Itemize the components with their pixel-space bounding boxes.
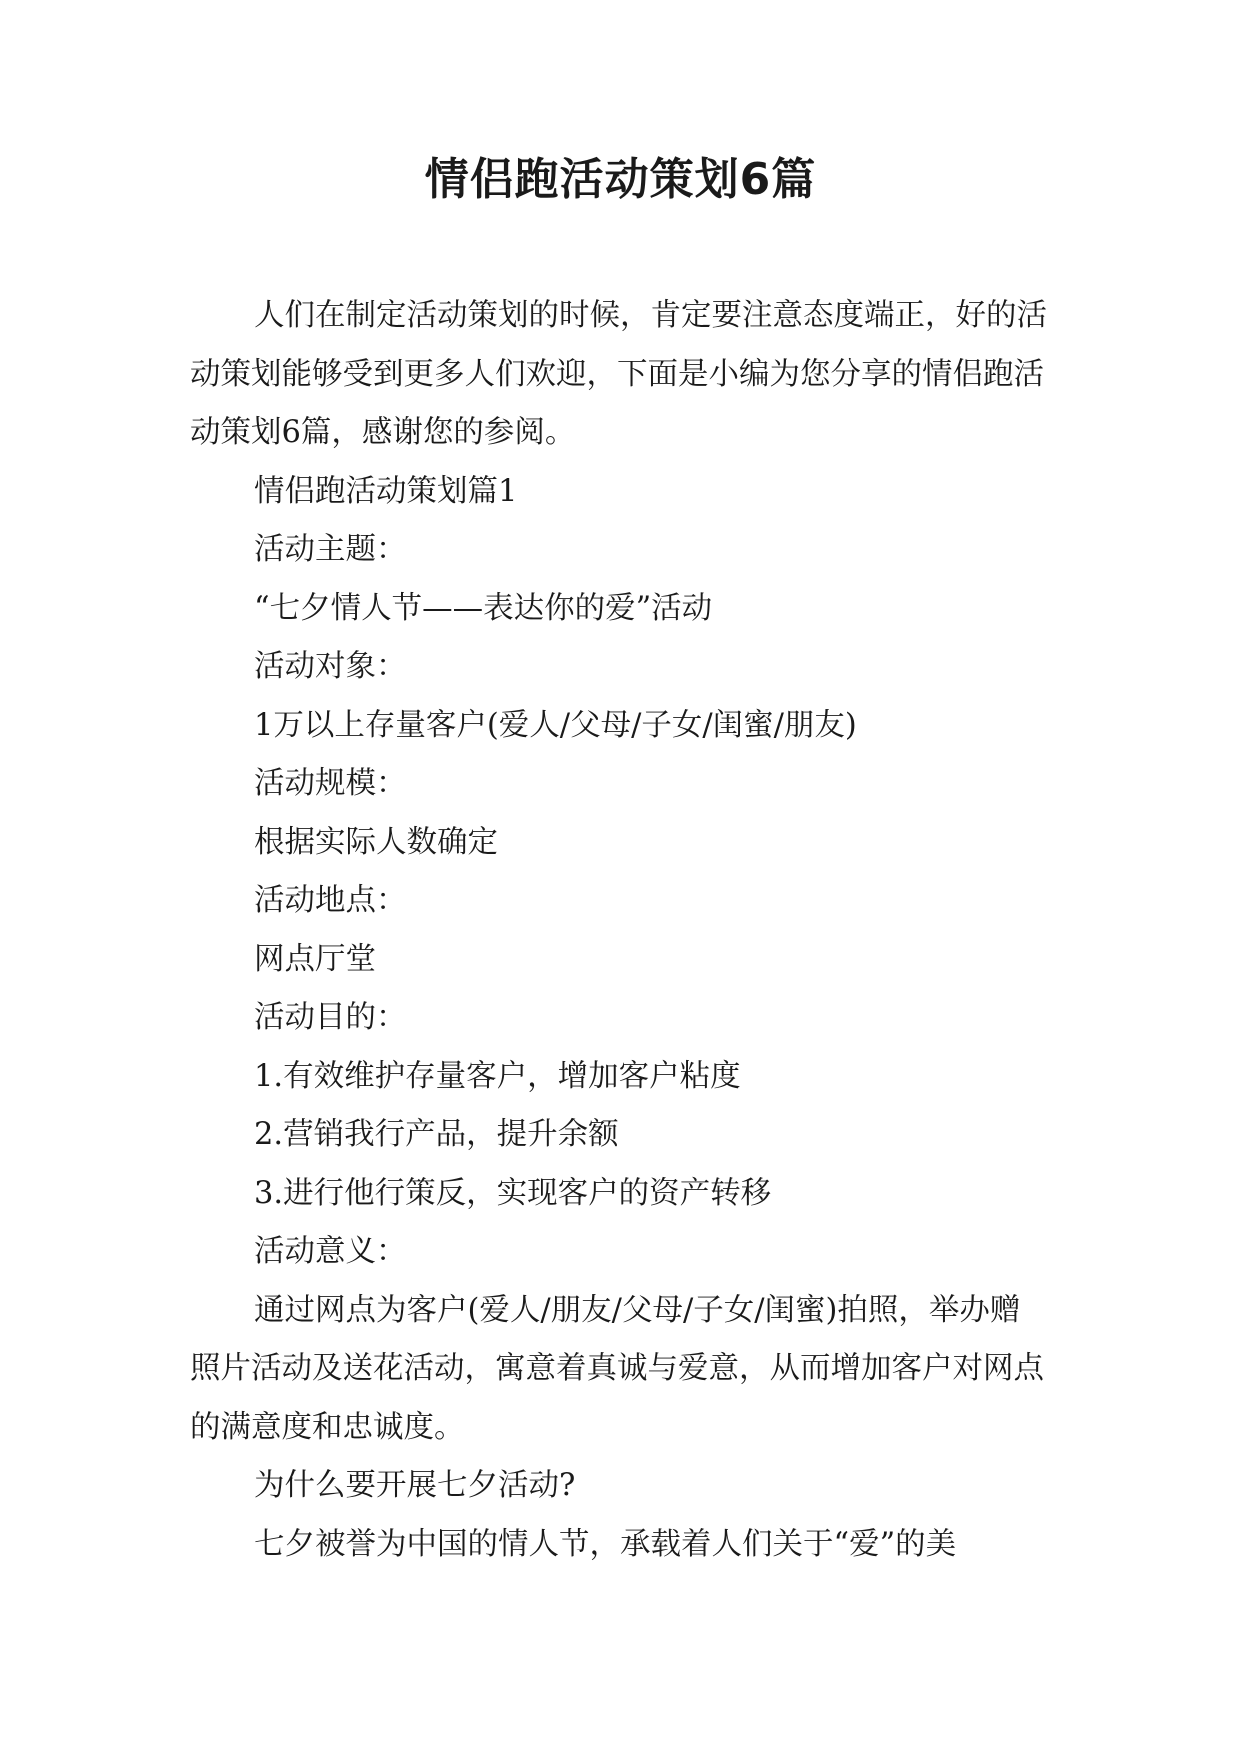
paragraph-purpose-item-3: 3.进行他行策反，实现客户的资产转移 bbox=[254, 1175, 772, 1211]
paragraph-location-value: 网点厅堂 bbox=[254, 941, 376, 977]
paragraph-meaning-value: 通过网点为客户(爱人/朋友/父母/子女/闺蜜)拍照，举办赠照片活动及送花活动，寓意着真诚与爱意，从而增加客户对网点的满意度和忠诚度。 bbox=[190, 1292, 1044, 1445]
paragraph-theme-value: “七夕情人节——表达你的爱”活动 bbox=[254, 590, 713, 626]
document-body bbox=[190, 287, 1050, 1574]
paragraph-purpose-item-2: 2.营销我行产品，提升余额 bbox=[254, 1117, 619, 1152]
paragraph-location-label: 活动地点： bbox=[254, 883, 407, 918]
paragraph-why-question: 为什么要开展七夕活动? bbox=[254, 1468, 576, 1503]
paragraph-purpose-label: 活动目的： bbox=[254, 1000, 407, 1035]
paragraph-why-answer: 七夕被誉为中国的情人节，承载着人们关于“爱”的美 bbox=[254, 1526, 957, 1562]
paragraph-purpose-item-1: 1.有效维护存量客户，增加客户粘度 bbox=[254, 1058, 741, 1094]
paragraph-target-value: 1万以上存量客户(爱人/父母/子女/闺蜜/朋友) bbox=[254, 707, 857, 743]
paragraph-intro: 人们在制定活动策划的时候，肯定要注意态度端正，好的活动策划能够受到更多人们欢迎，下面是小编为您分享的情侣跑活动策划6篇，感谢您的参阅。 bbox=[190, 298, 1047, 450]
paragraph-target-label: 活动对象： bbox=[254, 649, 407, 684]
paragraph-scale-value: 根据实际人数确定 bbox=[254, 824, 498, 860]
paragraph-scale-label: 活动规模： bbox=[254, 766, 407, 801]
paragraph-theme-label: 活动主题： bbox=[254, 532, 407, 567]
page-title: 情侣跑活动策划6篇 bbox=[424, 154, 817, 205]
paragraph-meaning-label: 活动意义： bbox=[254, 1234, 407, 1269]
paragraph-section-heading: 情侣跑活动策划篇1 bbox=[254, 473, 518, 509]
